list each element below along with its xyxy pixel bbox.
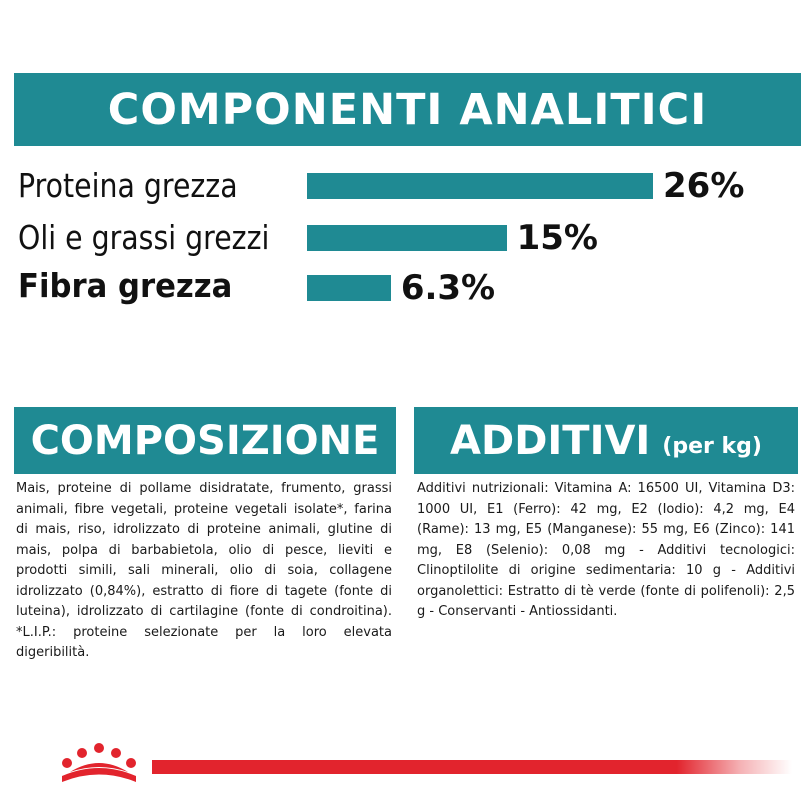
- nutrient-bar-fat: [307, 225, 507, 251]
- nutrient-bar-protein: [307, 173, 653, 199]
- crown-icon: [56, 742, 142, 784]
- analitici-banner: [14, 73, 801, 146]
- nutrient-label-protein: Proteina grezza: [18, 166, 238, 205]
- additivi-banner: [414, 407, 798, 474]
- additivi-subtitle: (per kg): [662, 434, 762, 459]
- additivi-title: ADDITIVI: [450, 417, 651, 464]
- nutrient-value-protein: 26%: [663, 166, 745, 206]
- additivi-text: Additivi nutrizionali: Vitamina A: 16500 UI, Vitamina D3: 1000 UI, E1 (Ferro): 42 mg, E2 (Iodio): 4,2 mg, E4 (Rame): 13 mg, E5 (Manganese): 55 mg, E6 (Zinco): 141 mg, E8 (Selenio): 0,08 mg - Additivi tecnologici: Clinoptilolite di origine sedimentaria: 10 g - Additivi organolettici: Estratto di tè verde (fonte di polifenoli): 2,5 g - Conservanti - Antiossidanti.: [417, 481, 795, 619]
- composizione-text: Mais, proteine di pollame disidratate, frumento, grassi animali, fibre vegetali, proteine vegetali isolate*, farina di mais, riso, idrolizzato di proteine animali, glutine di mais, polpa di barbabietola, olio di pesce, lieviti e prodotti simili, sali minerali, olio di soia, collagene idrolizzato (0,84%), estratto di fiore di tagete (fonte di luteina), idrolizzato di cartilagine (fonte di condroitina). *L.I.P.: proteine selezionate per la loro elevata digeribilità.: [16, 481, 392, 660]
- nutrient-value-fat: 15%: [516, 218, 598, 258]
- footer-accent-line: [152, 760, 792, 774]
- nutrient-bar-fiber: [307, 275, 391, 301]
- composizione-banner: [14, 407, 396, 474]
- nutrient-label-fiber: Fibra grezza: [18, 266, 233, 305]
- composizione-title: COMPOSIZIONE: [30, 417, 380, 464]
- nutrient-value-fiber: 6.3%: [400, 268, 496, 308]
- analitici-title: COMPONENTI ANALITICI: [107, 84, 708, 135]
- nutrient-label-fat: Oli e grassi grezzi: [18, 218, 270, 257]
